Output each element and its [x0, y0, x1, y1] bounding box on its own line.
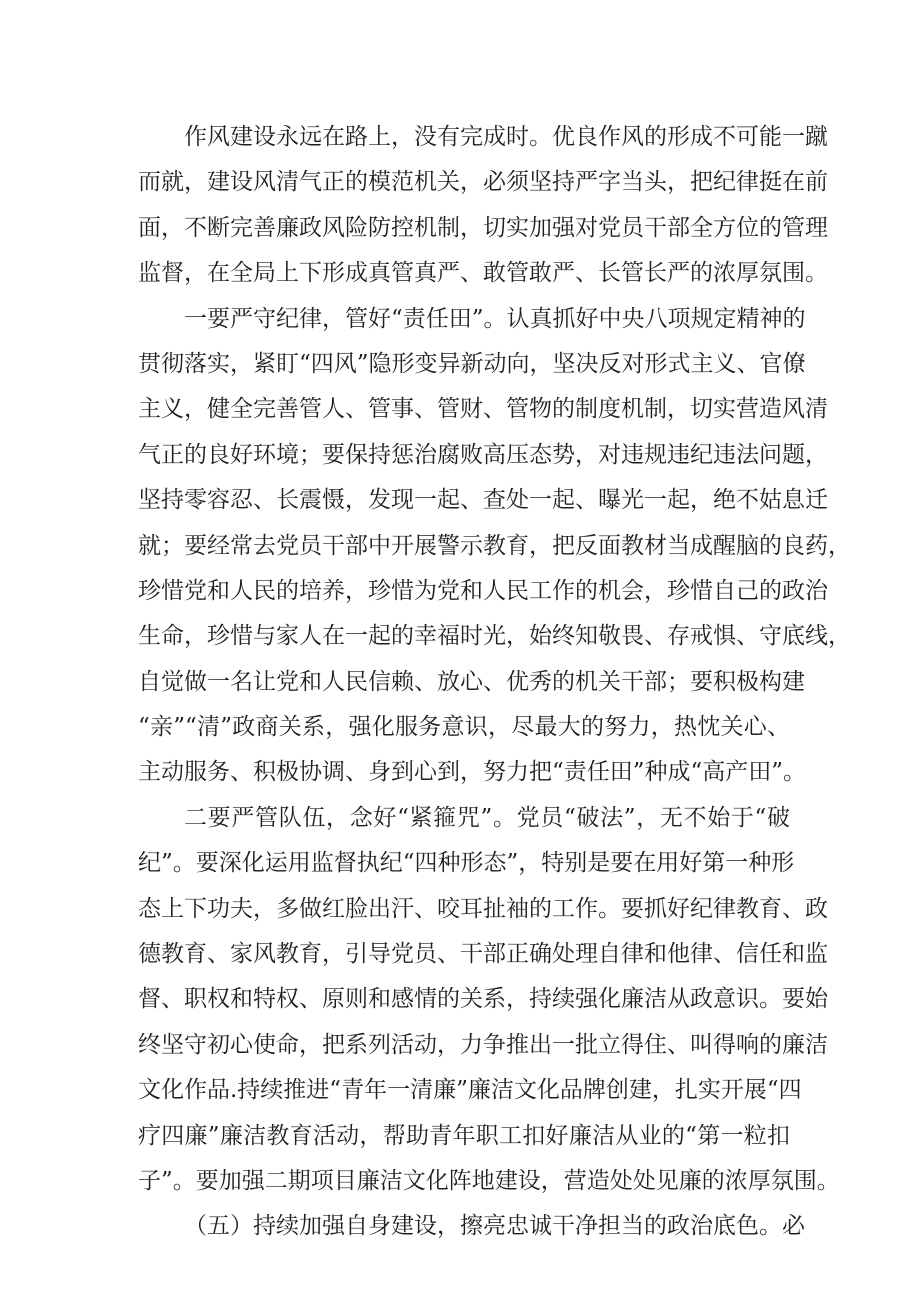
- text-line: 态上下功夫，多做红脸出汗、咬耳扯袖的工作。要抓好纪律教育、政: [138, 895, 828, 922]
- text-line: 坚持零容忍、长震慑，发现一起、查处一起、曝光一起，绝不姑息迁: [138, 487, 828, 514]
- text-line: （五）持续加强自身建设，擦亮忠诚干净担当的政治底色。必: [184, 1213, 805, 1240]
- text-line: 面，不断完善廉政风险防控机制，切实加强对党员干部全方位的管理: [138, 214, 828, 241]
- text-line: 终坚守初心使命，把系列活动，力争推出一批立得住、叫得响的廉洁: [138, 1031, 828, 1058]
- paragraph-team: [138, 796, 840, 1205]
- text-line: 贯彻落实，紧盯“四风”隐形变异新动向，坚决反对形式主义、官僚: [138, 350, 806, 377]
- text-line: 疗四廉”廉洁教育活动，帮助青年职工扣好廉洁从业的“第一粒扣: [138, 1122, 790, 1149]
- text-line: 德教育、家风教育，引导党员、干部正确处理自律和他律、信任和监: [138, 941, 828, 968]
- text-line: 二要严管队伍，念好“紧箍咒”。党员“破法”，无不始于“破: [184, 804, 790, 831]
- paragraph-section-five: [138, 1204, 805, 1249]
- paragraph-intro: [138, 115, 828, 297]
- paragraph-discipline: [138, 297, 851, 796]
- text-line: 文化作品.持续推进“青年一清廉”廉洁文化品牌创建，扎实开展“四: [138, 1077, 802, 1104]
- text-line: 珍惜党和人民的培养，珍惜为党和人民工作的机会，珍惜自己的政治: [138, 577, 828, 604]
- text-line: 监督，在全局上下形成真管真严、敢管敢严、长管长严的浓厚氛围。: [138, 260, 828, 287]
- text-line: 主动服务、积极协调、身到心到，努力把“责任田”种成“高产田”。: [138, 759, 807, 786]
- text-line: 自觉做一名让党和人民信赖、放心、优秀的机关干部；要积极构建: [138, 668, 805, 695]
- text-line: 主义，健全完善管人、管事、管财、管物的制度机制，切实营造风清: [138, 396, 828, 423]
- text-line: “亲”“清”政商关系，强化服务意识，尽最大的努力，热忱关心、: [138, 714, 790, 741]
- text-line: 而就，建设风清气正的模范机关，必须坚持严字当头，把纪律挺在前: [138, 169, 828, 196]
- text-line: 子”。要加强二期项目廉洁文化阵地建设，营造处处见廉的浓厚氛围。: [138, 1167, 840, 1194]
- text-line: 纪”。要深化运用监督执纪“四种形态”，特别是要在用好第一种形: [138, 850, 795, 877]
- text-line: 作风建设永远在路上，没有完成时。优良作风的形成不可能一蹴: [184, 124, 828, 150]
- text-line: 督、职权和特权、原则和感情的关系，持续强化廉洁从政意识。要始: [138, 986, 828, 1013]
- text-line: 气正的良好环境；要保持惩治腐败高压态势，对违规违纪违法问题，: [138, 441, 828, 468]
- text-line: 一要严守纪律，管好“责任田”。认真抓好中央八项规定精神的: [184, 305, 806, 332]
- text-line: 就；要经常去党员干部中开展警示教育，把反面教材当成醒脑的良药，: [138, 532, 851, 559]
- text-line: 生命，珍惜与家人在一起的幸福时光，始终知敬畏、存戒惧、守底线，: [138, 623, 851, 650]
- body-text: [138, 115, 851, 1250]
